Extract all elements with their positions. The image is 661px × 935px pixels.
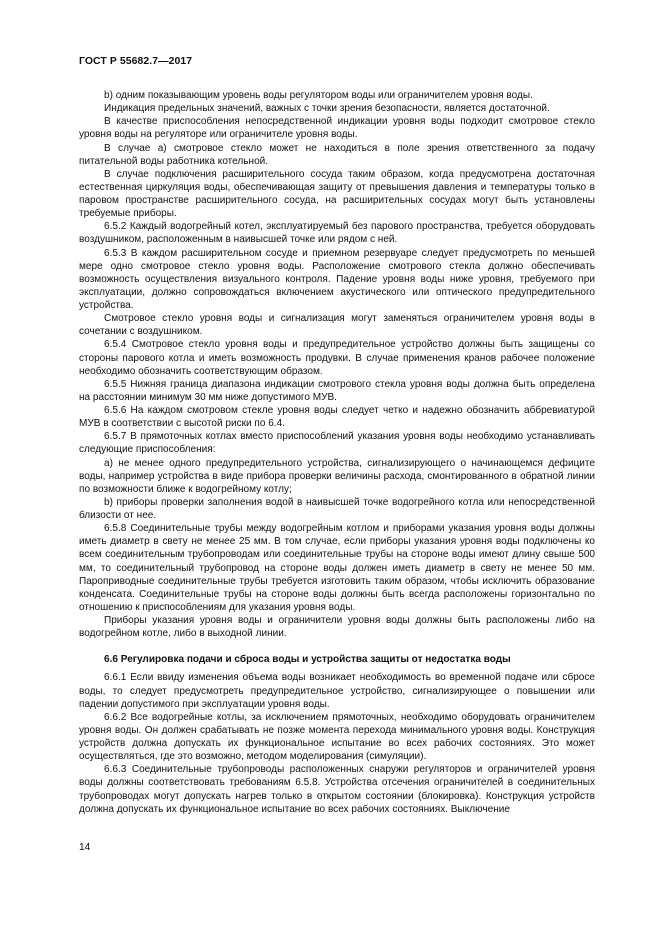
paragraph: В случае а) смотровое стекло может не находиться в поле зрения ответственного за подачу питательной воды работника котельной. (79, 142, 595, 167)
document-header-title: ГОСТ Р 55682.7—2017 (79, 56, 193, 67)
paragraph: Индикация предельных значений, важных с точки зрения безопасности, является достаточной. (104, 103, 550, 115)
paragraph: 6.6.1 Если ввиду изменения объема воды возникает необходимость во временной подаче или сбросе воды, то следует предусмотреть предупредительное устройство, сигнализирующее о повышении или падении допустимого при эксплуатации уровня воды. (79, 672, 595, 710)
section-heading: 6.6 Регулировка подачи и сброса воды и устройства защиты от недостатка воды (104, 654, 511, 666)
paragraph: b) одним показывающим уровень воды регулятором воды или ограничителем уровня воды. (104, 90, 533, 101)
paragraph: В качестве приспособления непосредственной индикации уровня воды подходит смотровое стекло уровня воды на регуляторе или ограничителе уровня воды. (79, 116, 595, 141)
page-number: 14 (79, 842, 91, 853)
paragraph: 6.5.5 Нижняя граница диапазона индикации смотрового стекла уровня воды должна быть определена на расстоянии минимум 30 мм ниже допустимого МУВ. (79, 378, 595, 403)
list-item: а) не менее одного предупредительного устройства, сигнализирующего о начинающемся дефиците воды, например устройства в виде прибора проверки величины расхода, смонтированного в обратной линии по возможности ближе к водогрейному котлу; (79, 457, 595, 495)
paragraph: 6.5.8 Соединительные трубы между водогрейным котлом и приборами указания уровня воды должны иметь диаметр в свету не менее 25 мм. В том случае, если приборы указания уровня воды подключены ко всем соединительным трубопроводам или соединительные трубы на стороне воды имеют длину свыше 500 мм, то соединительный трубопровод на стороне воды должен иметь диаметр в свету не менее 50 мм. Пароприводные соединительные трубы требуется изготовить таким образом, чтобы исключить образование конденсата. Соединительные трубы на стороне воды должны быть всегда расположены горизонтально по отношению к приспособлениям для указания уровня воды. (79, 523, 595, 613)
paragraph: 6.6.3 Соединительные трубопроводы расположенных снаружи регуляторов и ограничителей уровня воды должны соответствовать требованиям 6.5.8. Устройства отсечения ограничителей в соединительных трубопроводах могут допускать нагрев только в открытом состоянии (блокировка). Конструкция устройств должна допускать их функциональное испытание во всех рабочих состояниях. Выключение (79, 764, 595, 815)
paragraph: 6.5.7 В прямоточных котлах вместо приспособлений указания уровня воды необходимо устанавливать следующие приспособления: (79, 431, 595, 456)
paragraph: 6.5.6 На каждом смотровом стекле уровня воды следует четко и надежно обозначить аббревиатурой МУВ в соответствии с высотой риски по 6.4. (79, 405, 595, 430)
paragraph: 6.6.2 Все водогрейные котлы, за исключением прямоточных, необходимо оборудовать ограничителем уровня воды. Он должен срабатывать не позже момента перехода минимального уровня воды. Конструкция устройств должна допускать их функциональное испытание во всех рабочих состояниях. Это может осуществляться, где это возможно, методом моделирования (симуляции). (79, 711, 595, 763)
paragraph: В случае подключения расширительного сосуда таким образом, когда предусмотрена достаточная естественная циркуляция воды, обеспечивающая защиту от превышения давления и температуры только в паровом пространстве расширительного сосуда, на расширительных сосудах могут быть установлены требуемые приборы. (79, 168, 595, 220)
paragraph: 6.5.3 В каждом расширительном сосуде и приемном резервуаре следует предусмотреть по меньшей мере одно смотровое стекло уровня воды. Расположение смотрового стекла должно обеспечивать возможность осуществления визуального контроля. Падение уровня воды ниже уровня, требуемого при эксплуатации, должно сопровождаться включением акустического или оптического предупредительного устройства. (79, 247, 595, 311)
paragraph: Приборы указания уровня воды и ограничители уровня воды должны быть расположены либо на водогрейном котле, либо в выходной линии. (79, 615, 595, 640)
paragraph: Смотровое стекло уровня воды и сигнализация могут заменяться ограничителем уровня воды в сочетании с воздушником. (79, 313, 595, 338)
paragraph: 6.5.4 Смотровое стекло уровня воды и предупредительное устройство должны быть защищены со стороны парового котла и иметь возможность продувки. В случае применения кранов рабочее положение необходимо обозначить соответствующим образом. (79, 339, 595, 377)
paragraph: 6.5.2 Каждый водогрейный котел, эксплуатируемый без парового пространства, требуется оборудовать воздушником, расположенным в наивысшей точке или рядом с ней. (79, 221, 595, 246)
document-body (79, 89, 595, 816)
list-item: b) приборы проверки заполнения водой в наивысшей точке водогрейного котла или непосредственной близости от нее. (79, 496, 595, 521)
